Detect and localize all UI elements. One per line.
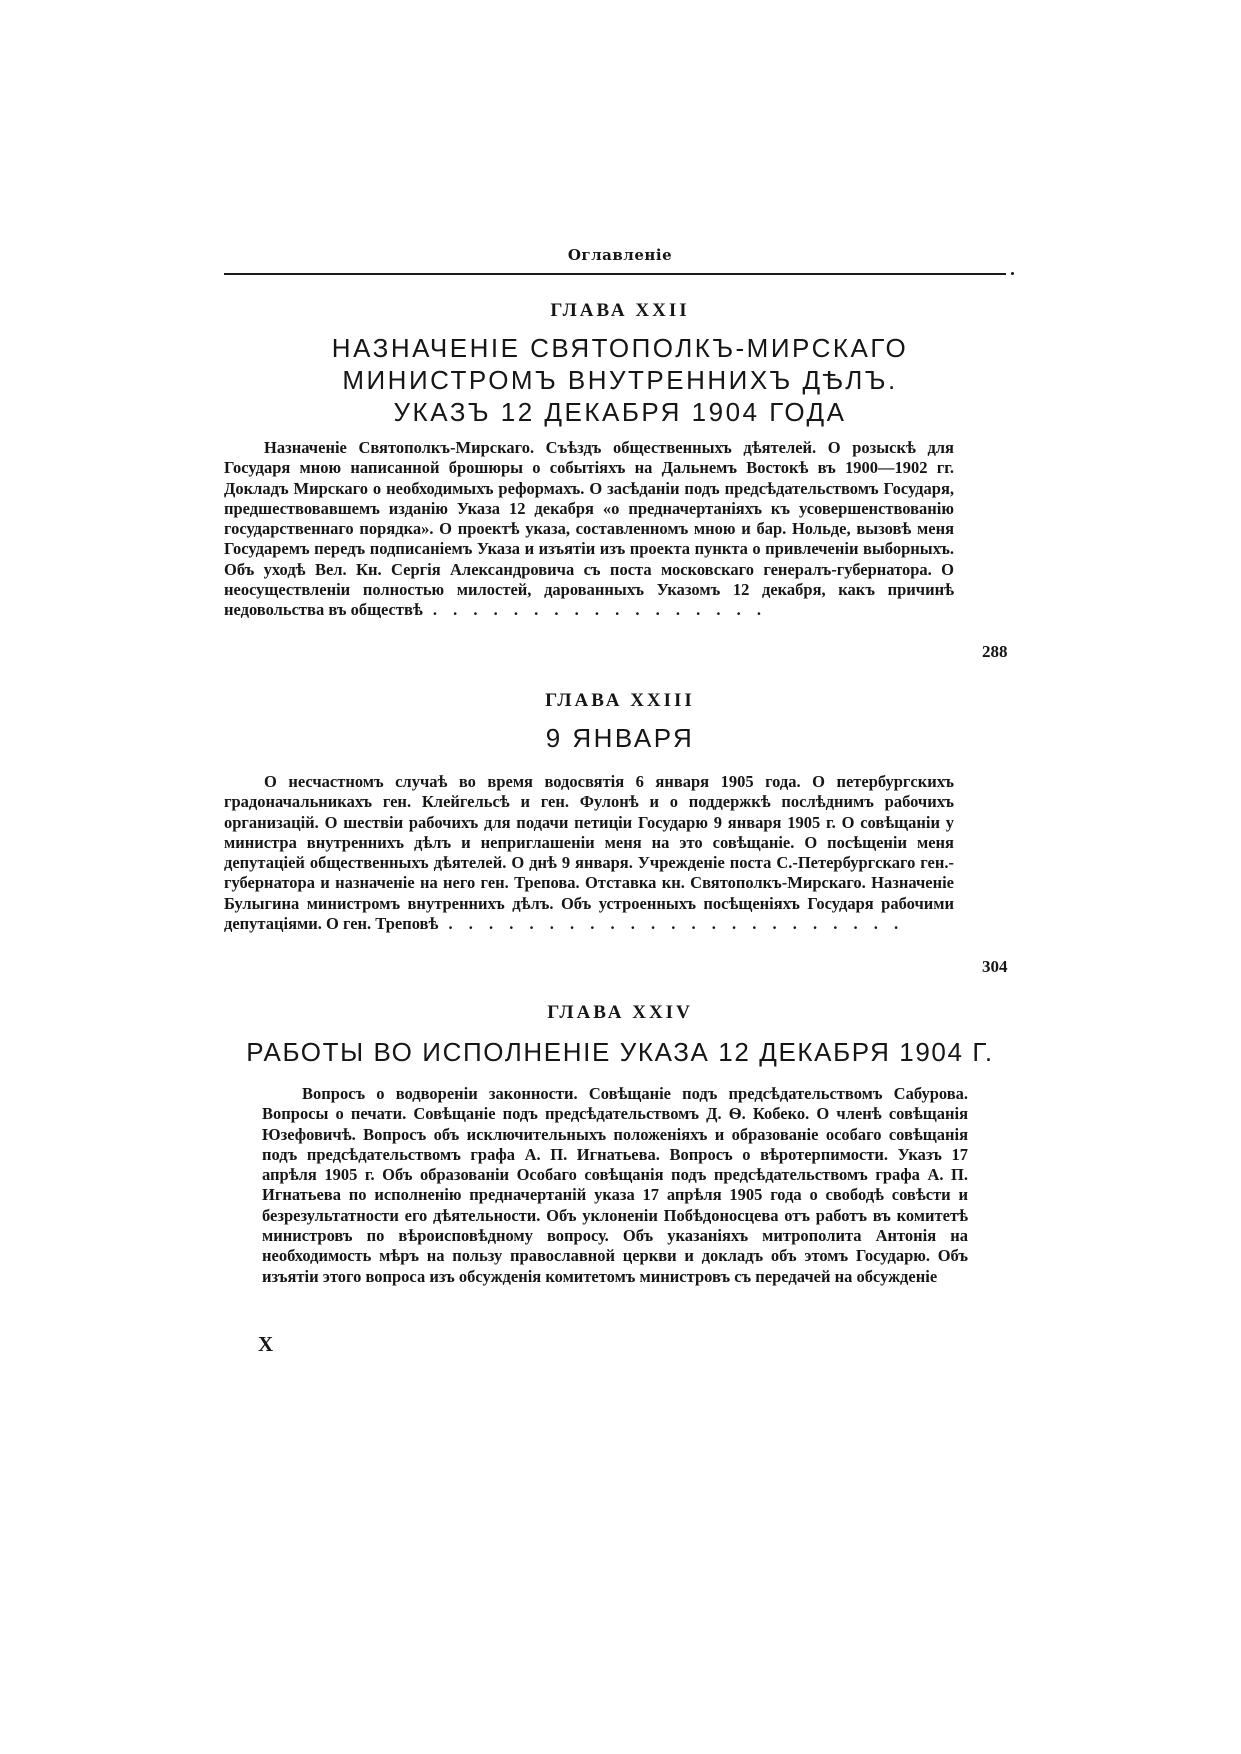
chapter-title-line: НАЗНАЧЕНІЕ СВЯТОПОЛКЪ-МИРСКАГО — [331, 333, 909, 363]
chapter-summary-24 — [262, 1084, 968, 1287]
chapter-summary-22 — [224, 438, 954, 621]
chapter-title-line: 9 ЯНВАРЯ — [545, 723, 695, 753]
header-rule — [224, 273, 1006, 275]
dot-leader: . . . . . . . . . . . . . . . . . . . . . . . — [438, 914, 905, 934]
chapter-label-24: ГЛАВА XXIV — [547, 1002, 693, 1023]
running-head: Оглавленіе — [567, 246, 673, 264]
chapter-title-22 — [224, 332, 1016, 428]
folio-page-number: X — [258, 1332, 274, 1356]
chapter-title-24 — [224, 1036, 1016, 1068]
chapter-summary-23 — [224, 772, 954, 934]
chapter-title-line: МИНИСТРОМЪ ВНУТРЕННИХЪ ДѢЛЪ. — [342, 365, 898, 395]
dot-leader: . . . . . . . . . . . . . . . . . — [422, 600, 768, 620]
summary-text: Назначеніе Святополкъ-Мирскаго. Съѣздъ общественныхъ дѣятелей. О розыскѣ для Государя мною написанной брошюры о событіяхъ на Дальнемъ Востокѣ въ 1900—1902 гг. Докладъ Мирскаго о необходимыхъ реформахъ. О засѣданіи подъ предсѣдательствомъ Государя, предшествовавшемъ изданію Указа 12 декабря «о предначертаніяхъ къ усовершенствованію государственнаго порядка». О проектѣ указа, составленномъ мною и бар. Нольде, вызовѣ меня Государемъ передъ подписаніемъ Указа и изъятіи изъ проекта пункта о привлеченіи выборныхъ. Объ уходѣ Вел. Кн. Сергія Александровича съ поста московскаго генералъ-губернатора. О неосуществленіи полностью милостей, дарованныхъ Указомъ 12 декабря, какъ причинѣ недовольства въ обществѣ — [224, 438, 954, 620]
chapter-title-line: РАБОТЫ ВО ИСПОЛНЕНІЕ УКАЗА 12 ДЕКАБРЯ 1904 Г. — [246, 1037, 994, 1067]
chapter-label-22: ГЛАВА XXII — [550, 300, 690, 321]
summary-text: О несчастномъ случаѣ во время водосвятія 6 января 1905 года. О петербургскихъ градоначальникахъ ген. Клейгельсѣ и ген. Фулонѣ и о поддержкѣ послѣднимъ рабочихъ организацій. О шествіи рабочихъ для подачи петиціи Государю 9 января 1905 г. О совѣщаніи у министра внутреннихъ дѣлъ и неприглашеніи меня на это совѣщаніе. О посѣщеніи меня депутаціей общественныхъ дѣятелей. О днѣ 9 января. Учрежденіе поста С.-Петербургскаго ген.-губернатора и назначеніе на него ген. Трепова. Отставка кн. Святополкъ-Мирскаго. Назначеніе Булыгина министромъ внутреннихъ дѣлъ. Объ устроенныхъ посѣщеніяхъ Государя рабочими депутаціями. О ген. Треповѣ — [224, 772, 954, 934]
page-number-23: 304 — [982, 957, 1008, 976]
header-rule-dot — [1011, 272, 1014, 275]
chapter-label-23: ГЛАВА XXIII — [545, 690, 695, 711]
chapter-title-line: УКАЗЪ 12 ДЕКАБРЯ 1904 ГОДА — [393, 397, 847, 427]
summary-text: Вопросъ о водвореніи законности. Совѣщаніе подъ предсѣдательствомъ Сабурова. Вопросы о печати. Совѣщаніе подъ предсѣдательствомъ Д. Ѳ. Кобеко. О членѣ совѣщанія Юзефовичѣ. Вопросъ объ исключительныхъ положеніяхъ и образованіе особаго совѣщанія подъ предсѣдательствомъ графа А. П. Игнатьева. Вопросъ о вѣротерпимости. Указъ 17 апрѣля 1905 г. Объ образованіи Особаго совѣщанія подъ предсѣдательствомъ графа А. П. Игнатьева по исполненію предначертаній указа 17 апрѣля 1905 года о свободѣ совѣсти и безрезультатности его дѣятельности. Объ уклоненіи Побѣдоносцева отъ работъ въ комитетѣ министровъ по вѣроисповѣдному вопросу. Объ указаніяхъ митрополита Антонія на необходимость мѣръ на пользу православной церкви и докладъ объ этомъ Государю. Объ изъятіи этого вопроса изъ обсужденія комитетомъ министровъ съ передачей на обсужденіе — [262, 1084, 968, 1286]
page-number-22: 288 — [982, 642, 1008, 661]
chapter-title-23 — [224, 722, 1016, 754]
